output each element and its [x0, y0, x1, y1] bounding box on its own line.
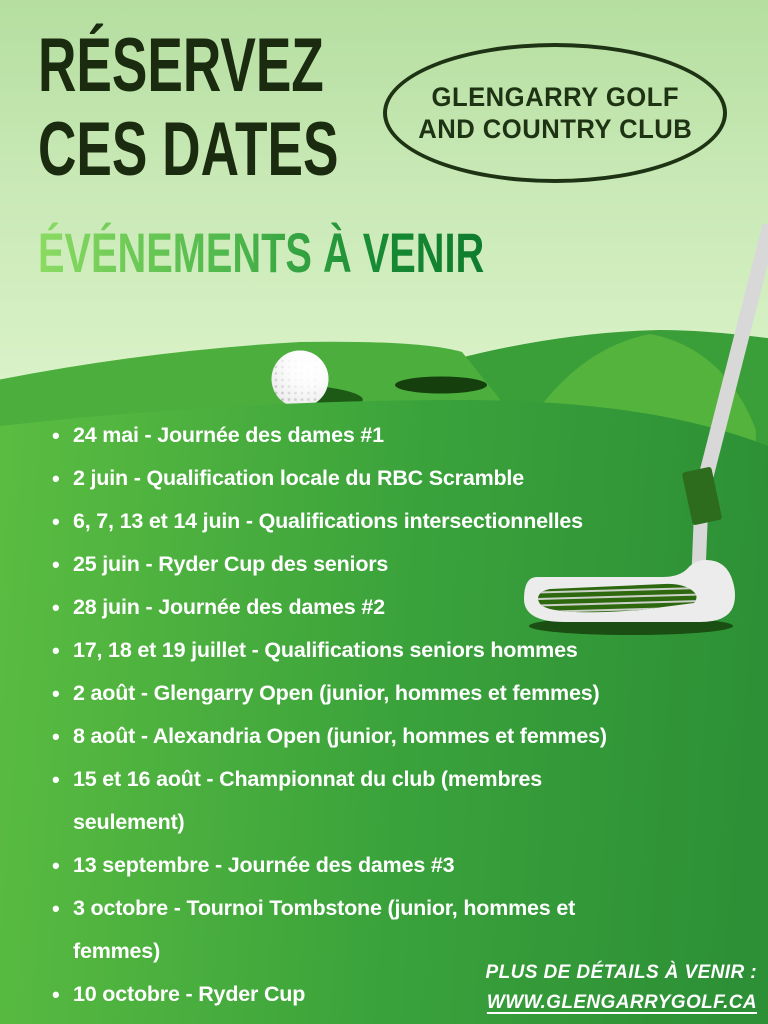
- subtitle-upcoming-events: ÉVÉNEMENTS À VENIR: [38, 221, 485, 284]
- event-line: • 8 août - Alexandria Open (junior, hommes et femmes): [73, 724, 607, 748]
- club-name-line-2: AND COUNTRY CLUB: [417, 114, 693, 144]
- golf-hole: [395, 377, 487, 394]
- event-list-item: [52, 758, 732, 844]
- event-list-item: [52, 629, 732, 672]
- event-line: • 25 juin - Ryder Cup des seniors: [73, 552, 389, 576]
- event-list-item: [52, 414, 732, 457]
- event-line: • 13 septembre - Journée des dames #3: [73, 853, 455, 877]
- event-line: • 24 mai - Journée des dames #1: [73, 423, 384, 447]
- event-line: • 17, 18 et 19 juillet - Qualifications seniors hommes: [73, 638, 578, 662]
- event-line: femmes): [73, 939, 161, 963]
- event-line: • 3 octobre - Tournoi Tombstone (junior, hommes et: [73, 896, 576, 920]
- page-title: [38, 24, 339, 192]
- club-badge: [383, 43, 727, 183]
- footer-website-url[interactable]: WWW.GLENGARRYGOLF.CA: [486, 992, 757, 1013]
- event-list-item: [52, 844, 732, 887]
- event-list-item: [52, 543, 732, 586]
- event-line: • 28 juin - Journée des dames #2: [73, 595, 385, 619]
- event-list-item: [52, 715, 732, 758]
- event-line: • 10 octobre - Ryder Cup: [73, 982, 306, 1006]
- title-line-1: RÉSERVEZ: [38, 23, 324, 108]
- event-line: seulement): [73, 810, 185, 834]
- event-line: • 2 juin - Qualification locale du RBC Scramble: [73, 466, 524, 490]
- event-list-item: [52, 586, 732, 629]
- event-list-item: [52, 457, 732, 500]
- events-list: [52, 414, 732, 1016]
- footer-details: [486, 958, 757, 1018]
- event-list-item: [52, 500, 732, 543]
- club-name-line-1: GLENGARRY GOLF: [431, 82, 679, 112]
- event-list-item: [52, 672, 732, 715]
- footer-more-details: PLUS DE DÉTAILS À VENIR :: [485, 962, 757, 983]
- event-line: • 15 et 16 août - Championnat du club (membres: [73, 767, 543, 791]
- title-line-2: CES DATES: [38, 107, 339, 192]
- event-line: • 6, 7, 13 et 14 juin - Qualifications intersectionnelles: [73, 509, 583, 533]
- event-line: • 2 août - Glengarry Open (junior, hommes et femmes): [73, 681, 600, 705]
